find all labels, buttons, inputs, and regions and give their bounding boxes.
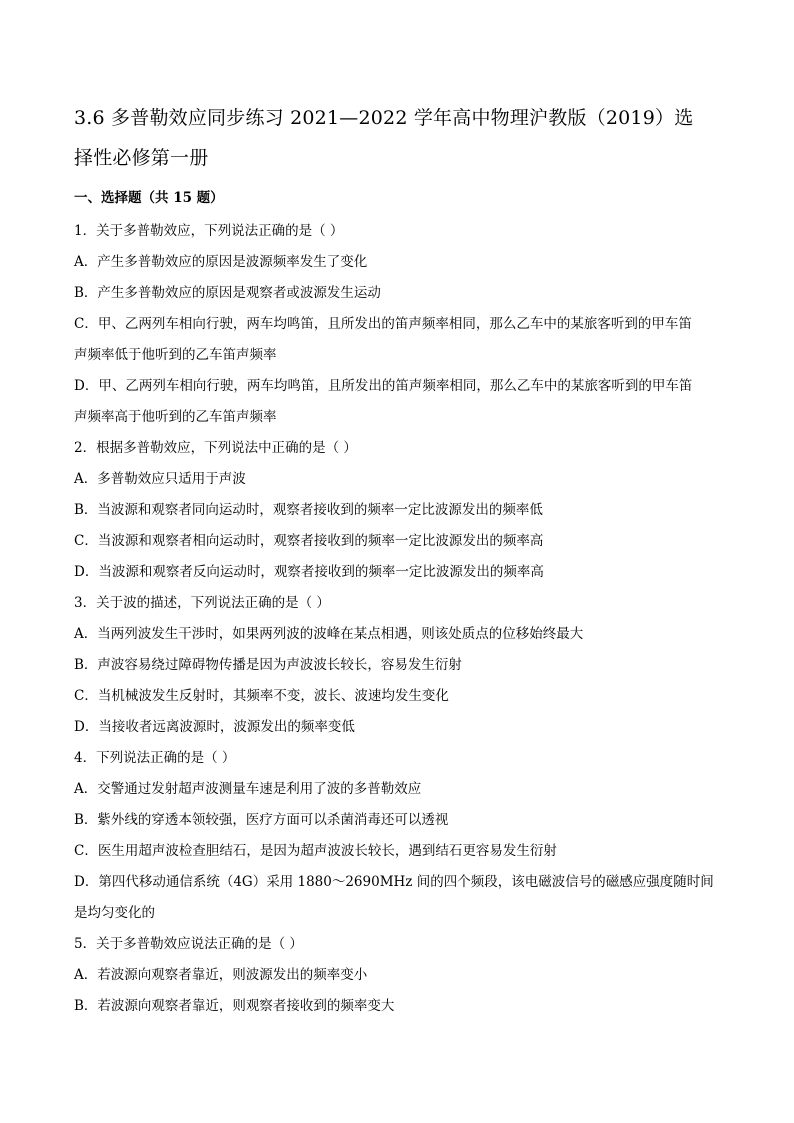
question-line: C．当机械波发生反射时，其频率不变，波长、波速均发生变化 (74, 688, 449, 704)
question-list (74, 216, 720, 1022)
question-line: A．多普勒效应只适用于声波 (74, 471, 246, 487)
question-line: D．第四代移动通信系统（4G）采用 1880～2690MHz 间的四个频段，该电磁波信号的磁感应强度随时间 (74, 874, 714, 890)
question-line: A．交警通过发射超声波测量车速是利用了波的多普勒效应 (74, 781, 422, 797)
question-line: 声频率低于他听到的乙车笛声频率 (74, 347, 277, 363)
question-line: B．紫外线的穿透本领较强，医疗方面可以杀菌消毒还可以透视 (74, 812, 449, 828)
question-line: A．当两列波发生干涉时，如果两列波的波峰在某点相遇，则该处质点的位移始终最大 (74, 626, 584, 642)
question-line: 3．关于波的描述，下列说法正确的是（ ） (74, 595, 330, 611)
question-line: B．若波源向观察者靠近，则观察者接收到的频率变大 (74, 998, 395, 1014)
question-line: D．当波源和观察者反向运动时，观察者接收到的频率一定比波源发出的频率高 (74, 564, 544, 580)
question-line: B．产生多普勒效应的原因是观察者或波源发生运动 (74, 285, 381, 301)
document-title-line-1: 3.6 多普勒效应同步练习 2021—2022 学年高中物理沪教版（2019）选 (74, 107, 694, 129)
question-line: 5．关于多普勒效应说法正确的是（ ） (74, 936, 303, 952)
question-line: C．甲、乙两列车相向行驶，两车均鸣笛，且所发出的笛声频率相同，那么乙车中的某旅客听到的甲车笛 (74, 316, 692, 332)
question-line: D．当接收者远离波源时，波源发出的频率变低 (74, 719, 355, 735)
question-line: A．产生多普勒效应的原因是波源频率发生了变化 (74, 254, 368, 270)
question-line: B．声波容易绕过障碍物传播是因为声波波长较长，容易发生衍射 (74, 657, 462, 673)
question-line: 是均匀变化的 (74, 905, 155, 921)
question-line: C．医生用超声波检查胆结石，是因为超声波波长较长，遇到结石更容易发生衍射 (74, 843, 557, 859)
question-line: A．若波源向观察者靠近，则波源发出的频率变小 (74, 967, 368, 983)
question-line: D．甲、乙两列车相向行驶，两车均鸣笛，且所发出的笛声频率相同，那么乙车中的某旅客听到的甲车笛 (74, 378, 693, 394)
section-heading: 一、选择题（共 15 题） (74, 190, 224, 206)
question-line: 声频率高于他听到的乙车笛声频率 (74, 409, 277, 425)
question-line: 4．下列说法正确的是（ ） (74, 750, 236, 766)
question-line: B．当波源和观察者同向运动时，观察者接收到的频率一定比波源发出的频率低 (74, 502, 543, 518)
question-line: 2．根据多普勒效应，下列说法中正确的是（ ） (74, 440, 357, 456)
question-line: C．当波源和观察者相向运动时，观察者接收到的频率一定比波源发出的频率高 (74, 533, 544, 549)
question-line: 1．关于多普勒效应，下列说法正确的是（ ） (74, 223, 344, 239)
document-title-line-2: 择性必修第一册 (74, 147, 209, 169)
